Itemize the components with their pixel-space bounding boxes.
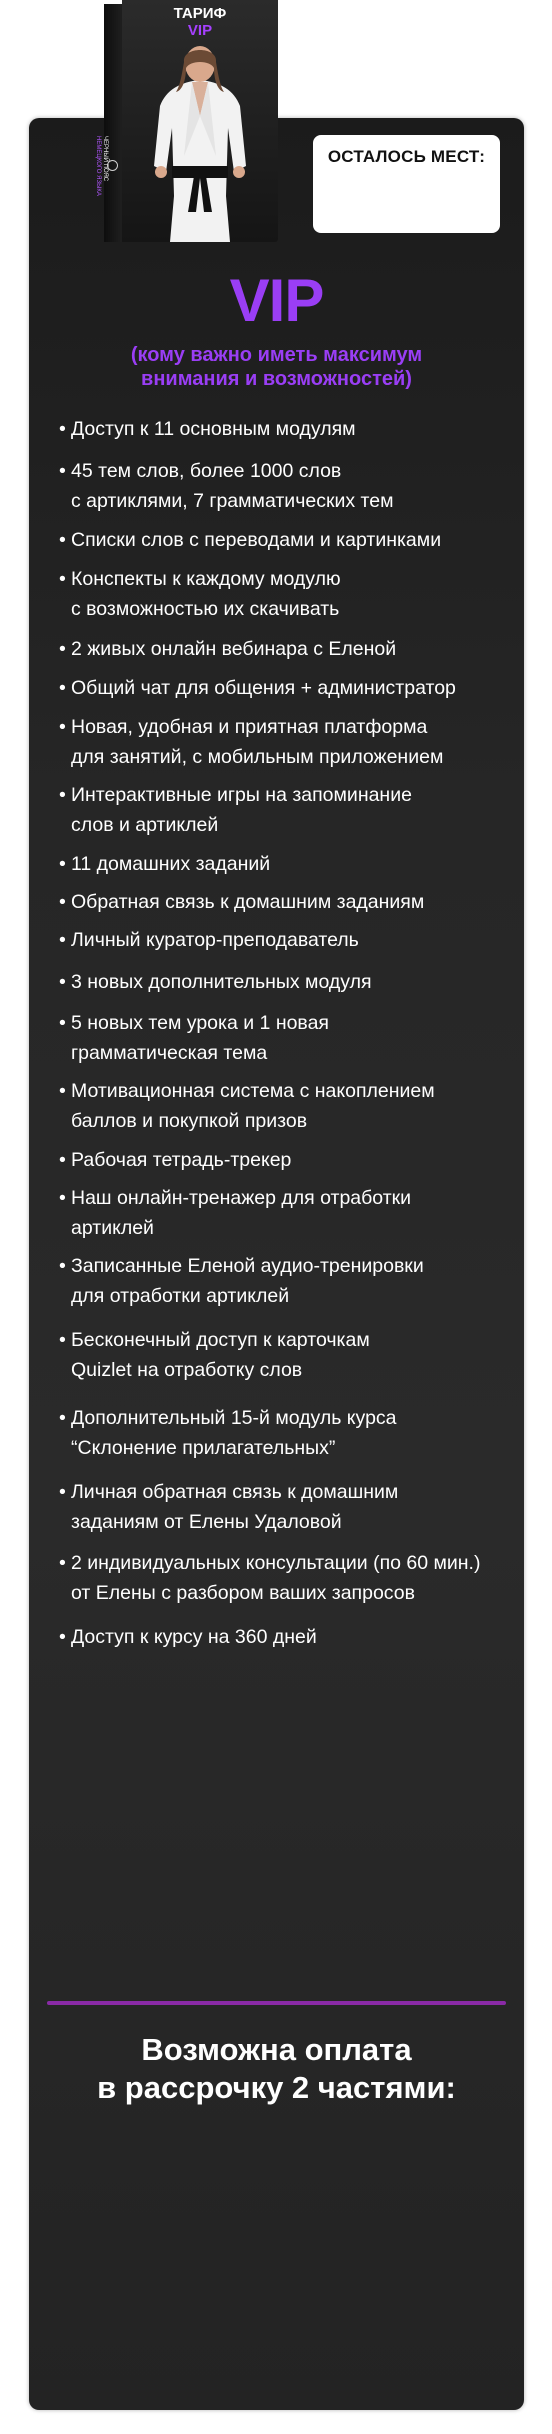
bullet: • xyxy=(59,1255,66,1277)
bullet: • xyxy=(59,529,66,551)
product-box-image xyxy=(95,0,278,242)
bullet: • xyxy=(59,929,66,951)
feature-item xyxy=(59,414,519,444)
feature-text: 11 домашних заданий xyxy=(71,853,271,875)
feature-text: Доступ к курсу на 360 дней xyxy=(71,1626,317,1648)
feature-item xyxy=(59,634,519,664)
logo-icon xyxy=(107,160,118,171)
plan-title: VIP xyxy=(229,267,324,334)
bullet: • xyxy=(59,971,66,993)
side-text-line2: НЕМЕЦКОГО ЯЗЫКА xyxy=(95,136,101,196)
product-box-side-text xyxy=(94,136,108,196)
feature-text: Новая, удобная и приятная платформа для занятий, с мобильным приложением xyxy=(71,716,444,768)
feature-text: Мотивационная система с накоплением баллов и покупкой призов xyxy=(71,1080,435,1132)
section-divider xyxy=(47,2001,506,2005)
feature-text: Обратная связь к домашним заданиям xyxy=(71,891,425,913)
karate-woman-illustration xyxy=(140,46,260,242)
feature-item xyxy=(59,967,519,997)
feature-text: Рабочая тетрадь-трекер xyxy=(71,1149,292,1171)
feature-item xyxy=(59,712,519,772)
feature-item xyxy=(59,1183,519,1243)
bullet: • xyxy=(59,1407,66,1429)
feature-item xyxy=(59,1325,519,1385)
feature-item xyxy=(59,925,519,955)
side-text-line1: ЧЕРНЫЙ ПОЯС xyxy=(102,136,108,182)
feature-item xyxy=(59,1622,519,1652)
bullet: • xyxy=(59,460,66,482)
feature-text: Доступ к 11 основным модулям xyxy=(71,418,356,440)
plan-subtitle: (кому важно иметь максимум внимания и возможностей) xyxy=(130,344,423,390)
bullet: • xyxy=(59,1012,66,1034)
bullet: • xyxy=(59,716,66,738)
feature-text: Бесконечный доступ к карточкам Quizlet на отработку слов xyxy=(71,1329,370,1381)
bullet: • xyxy=(59,1080,66,1102)
feature-item xyxy=(59,456,519,516)
feature-item xyxy=(59,887,519,917)
feature-text: Записанные Еленой аудио-тренировки для отработки артиклей xyxy=(71,1255,424,1307)
feature-item xyxy=(59,1251,519,1311)
feature-item xyxy=(59,849,519,879)
feature-item xyxy=(59,1548,519,1608)
seats-remaining-box xyxy=(313,135,500,233)
installment-payment-text: Возможна оплата в рассрочку 2 частями: xyxy=(97,2032,456,2105)
feature-text: 5 новых тем урока и 1 новая грамматическая тема xyxy=(71,1012,329,1064)
bullet: • xyxy=(59,853,66,875)
bullet: • xyxy=(59,1481,66,1503)
feature-text: 2 индивидуальных консультации (по 60 мин.) от Елены с разбором ваших запросов xyxy=(71,1552,481,1604)
feature-item xyxy=(59,1008,519,1068)
feature-item xyxy=(59,673,519,703)
feature-text: 3 новых дополнительных модуля xyxy=(71,971,372,993)
bullet: • xyxy=(59,1149,66,1171)
feature-item xyxy=(59,564,519,624)
bullet: • xyxy=(59,568,66,590)
product-box-side xyxy=(95,4,122,242)
feature-item xyxy=(59,1145,519,1175)
feature-item xyxy=(59,1403,519,1463)
feature-text: Общий чат для общения + администратор xyxy=(71,677,456,699)
feature-item xyxy=(59,1477,519,1537)
feature-text: Списки слов с переводами и картинками xyxy=(71,529,442,551)
feature-text: Личный куратор-преподаватель xyxy=(71,929,359,951)
bullet: • xyxy=(59,677,66,699)
bullet: • xyxy=(59,1552,66,1574)
bullet: • xyxy=(59,638,66,660)
bullet: • xyxy=(59,1626,66,1648)
bullet: • xyxy=(59,418,66,440)
product-box-subtitle: VIP xyxy=(187,22,213,39)
feature-text: Личная обратная связь к домашним заданиям от Елены Удаловой xyxy=(71,1481,399,1533)
feature-text: Интерактивные игры на запоминание слов и артиклей xyxy=(71,784,412,836)
bullet: • xyxy=(59,1187,66,1209)
bullet: • xyxy=(59,891,66,913)
feature-item xyxy=(59,525,519,555)
feature-item xyxy=(59,1076,519,1136)
feature-text: 2 живых онлайн вебинара с Еленой xyxy=(71,638,397,660)
feature-item xyxy=(59,780,519,840)
bullet: • xyxy=(59,784,66,806)
feature-text: Наш онлайн-тренажер для отработки артиклей xyxy=(71,1187,412,1239)
seats-remaining-label: ОСТАЛОСЬ МЕСТ: xyxy=(327,147,486,166)
feature-text: Дополнительный 15-й модуль курса “Склонение прилагательных” xyxy=(71,1407,397,1459)
feature-text: 45 тем слов, более 1000 слов с артиклями, 7 грамматических тем xyxy=(71,460,394,512)
feature-text: Конспекты к каждому модулю с возможностью их скачивать xyxy=(71,568,341,620)
bullet: • xyxy=(59,1329,66,1351)
product-box-title: ТАРИФ xyxy=(173,5,227,22)
